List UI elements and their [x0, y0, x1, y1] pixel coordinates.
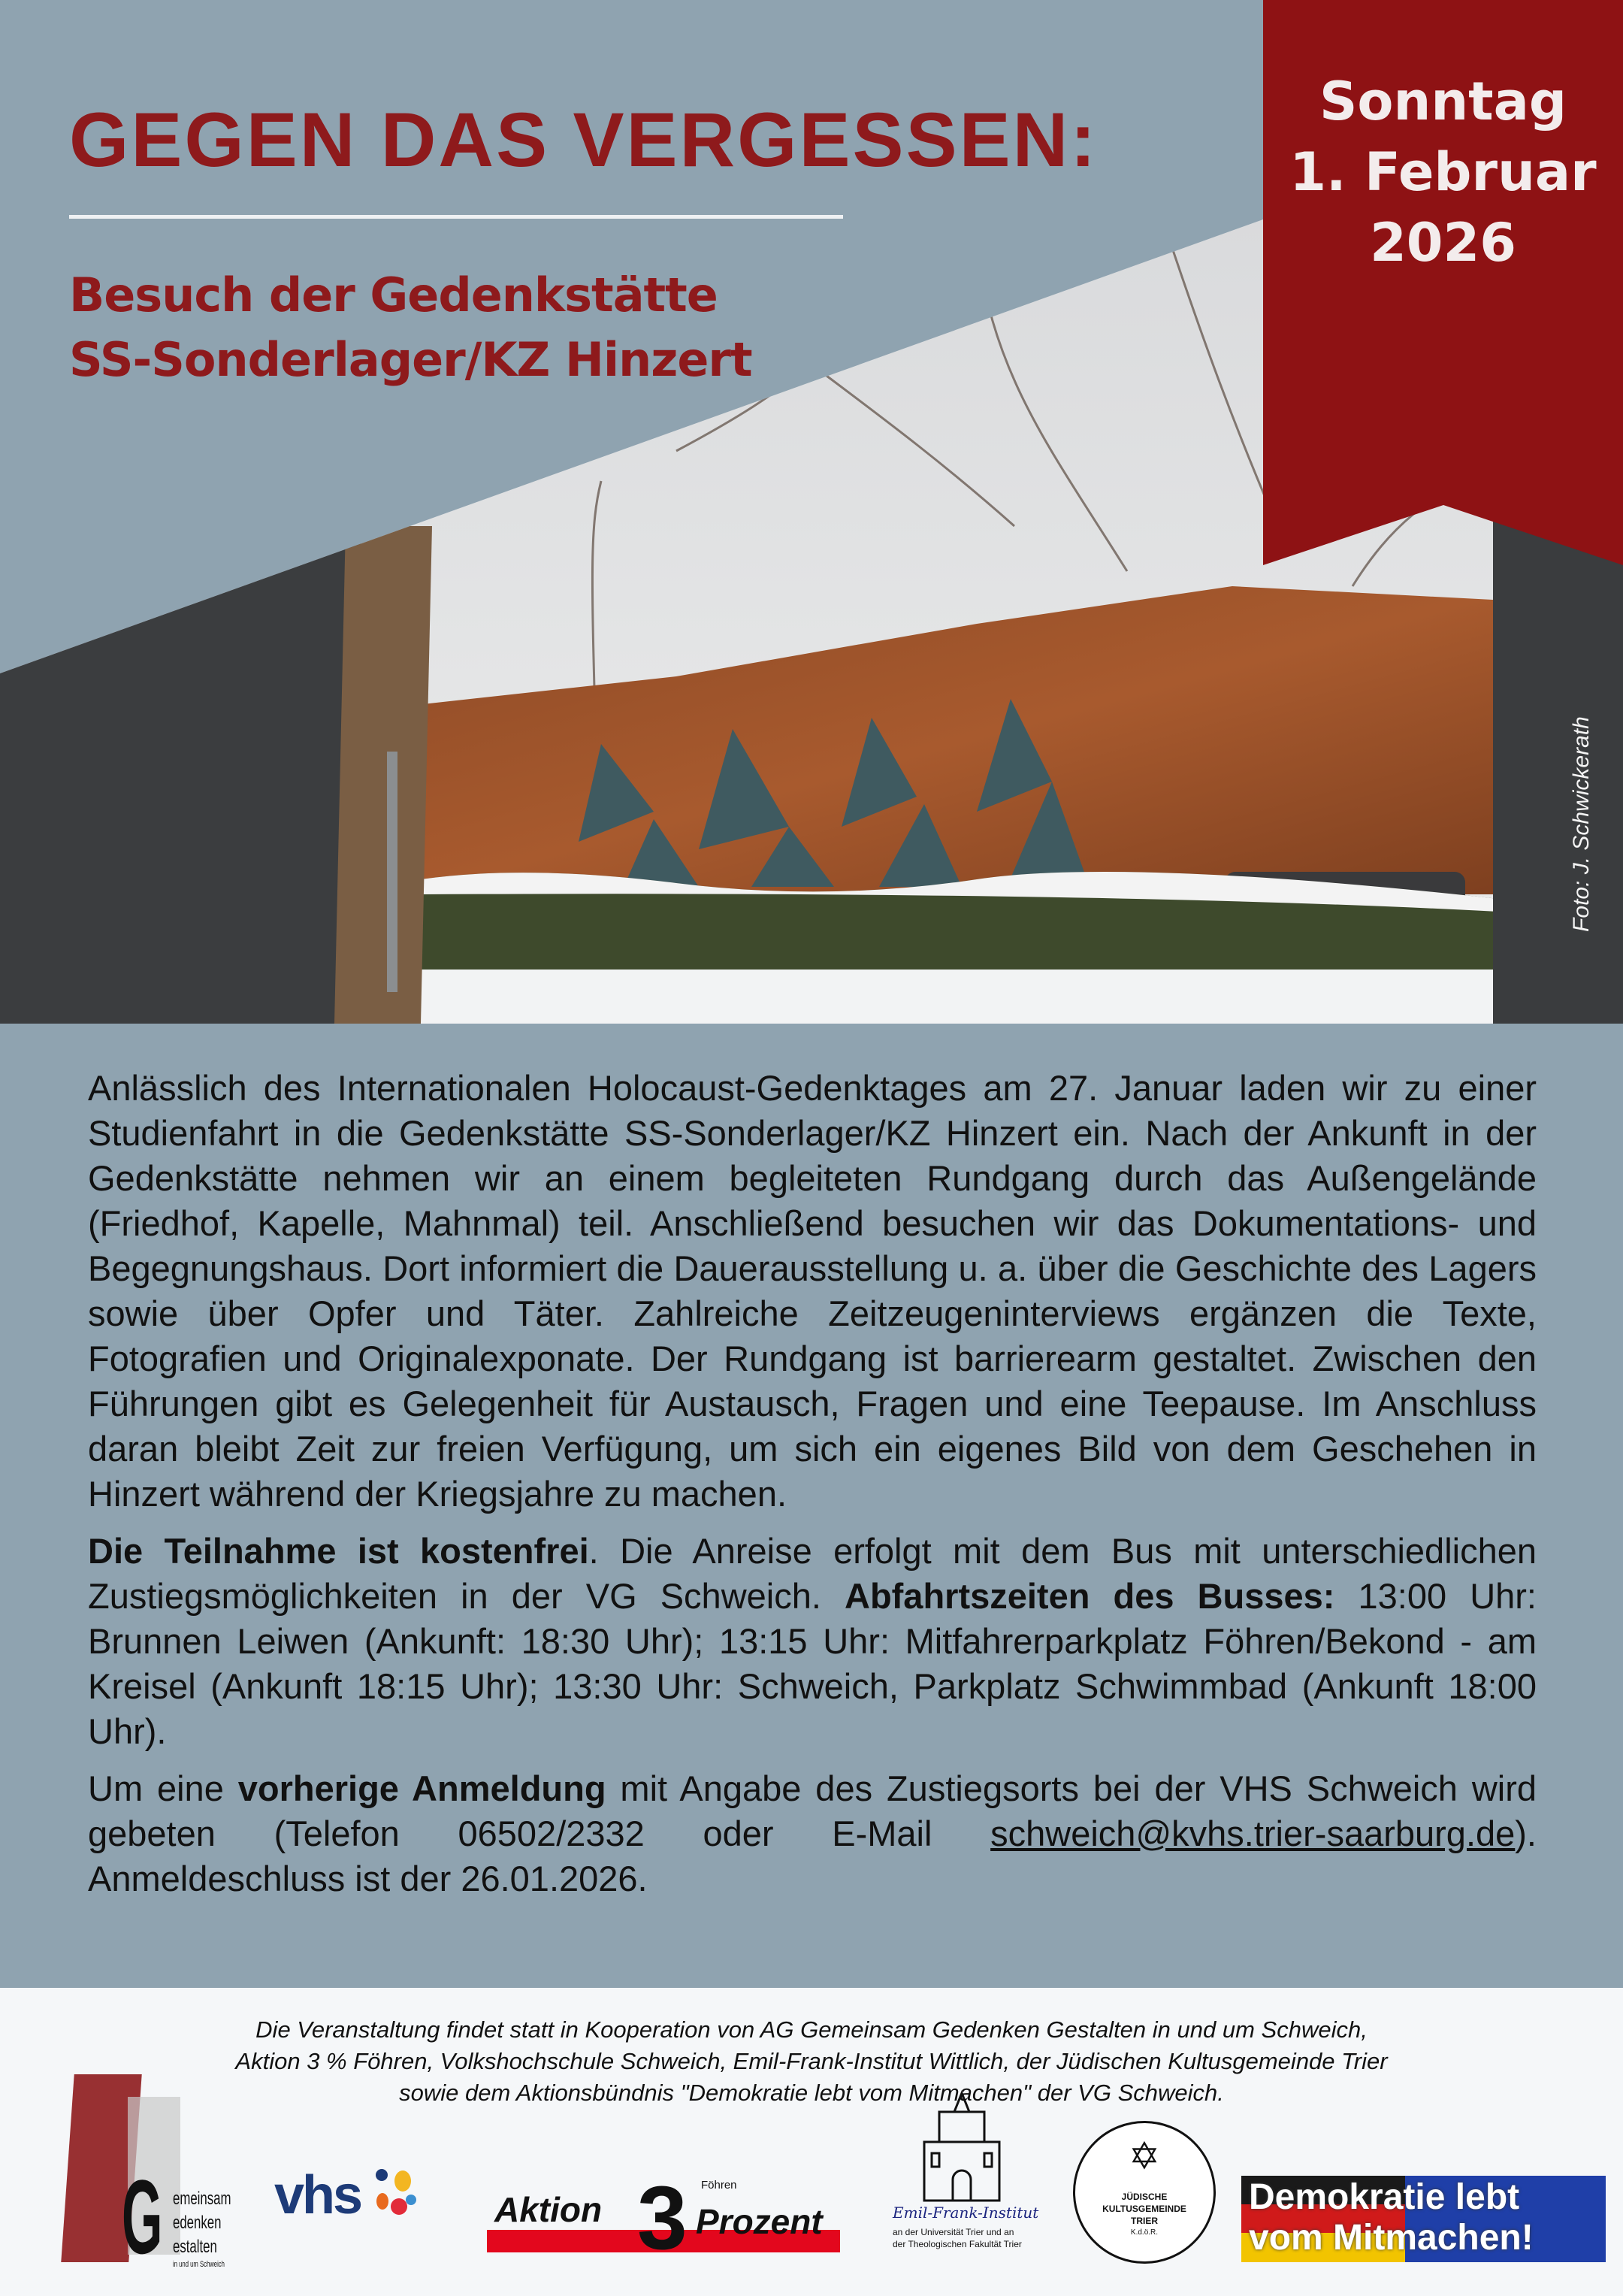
paragraph-intro: Anlässlich des Internationalen Holocaust-Gedenktages am 27. Januar laden wir zu einer Studienfahrt in die Gedenkstätte SS-Sonderlager/KZ Hinzert ein. Nach der Ankunft in der Gedenkstätte nehmen wir an einem begleiteten Rundgang durch das Außengelände (Friedhof, Kapelle, Mahnmal) teil. Anschließend besuchen wir das Dokumentations- und Begegnungshaus. Dort informiert die Dauerausstellung u. a. über die Geschichte des Lagers sowie über Opfer und Täter. Zahlreiche Zeitzeugeninterviews ergänzen die Texte, Fotografien und Originalexponate. Der Rundgang ist barrierearm gestaltet. Zwischen den Führungen gibt es Gelegenheit für Austausch, Fragen und eine Teepause. Im Anschluss daran bleibt Zeit zur freien Verfügung, um sich ein eigenes Bild von dem Geschehen in Hinzert während der Kriegsjahre zu machen.: [88, 1068, 1537, 1514]
coop-line-1: Die Veranstaltung findet statt in Kooperation von AG Gemeinsam Gedenken Gestalten in und um Schweich,: [255, 2016, 1368, 2043]
efi-name: Emil-Frank-Institut: [893, 2204, 1039, 2222]
date-day-month: 1. Februar: [1289, 141, 1597, 203]
coop-line-2: Aktion 3 % Föhren, Volkshochschule Schweich, Emil-Frank-Institut Wittlich, der Jüdischen Kultusgemeinde Trier: [235, 2048, 1388, 2074]
title-divider: [69, 215, 843, 219]
aktion-foehren: Föhren: [701, 2179, 737, 2192]
vhs-text: vhs: [274, 2165, 361, 2225]
coop-line-3: sowie dem Aktionsbündnis "Demokratie lebt vom Mitmachen" der VG Schweich.: [399, 2080, 1224, 2106]
photo-credit: Foto: J. Schwickerath: [1569, 716, 1594, 932]
demo-line-1: Demokratie lebt: [1249, 2177, 1520, 2217]
logo-aktion-3-prozent: [487, 2167, 878, 2268]
jkg-line-2: KULTUSGEMEINDE: [1102, 2204, 1186, 2214]
date-year: 2026: [1370, 212, 1516, 274]
aktion-word: Aktion: [494, 2190, 603, 2229]
logo-demokratie-lebt: [1241, 2176, 1606, 2262]
event-date: [1263, 66, 1623, 278]
cooperation-text: [75, 2014, 1548, 2109]
star-of-david-icon: ✡: [1129, 2135, 1160, 2177]
jkg-line-4: K.d.ö.R.: [1130, 2228, 1159, 2237]
ggg-line-3: estalten: [173, 2237, 217, 2257]
efi-sub-1: an der Universität Trier und an: [893, 2227, 1014, 2237]
free-participation: Die Teilnahme ist kostenfrei: [88, 1531, 589, 1571]
building-icon: [887, 2089, 1037, 2202]
reg-text-2: mit Angabe des Zustiegsorts bei der VHS Schweich wird gebeten (Telefon 06502/2332 oder E-Mail: [88, 1768, 1537, 1853]
departure-times: 13:00 Uhr: Brunnen Leiwen (Ankunft: 18:30 Uhr); 13:15 Uhr: Mitfahrerparkplatz Föhren/Bekond - am Kreisel (Ankunft 18:15 Uhr); 13:30 Uhr: Schweich, Parkplatz Schwimmbad (Ankunft 18:00 Uhr).: [88, 1576, 1537, 1751]
page-title: GEGEN DAS VERGESSEN:: [69, 97, 1099, 183]
departure-times-label: Abfahrtszeiten des Busses:: [845, 1576, 1335, 1616]
page-subtitle: [69, 263, 752, 392]
ggg-big-letter: G: [122, 2158, 163, 2276]
email-link[interactable]: schweich@kvhs.trier-saarburg.de: [990, 1814, 1516, 1853]
body-text: [88, 1066, 1537, 1913]
ggg-line-1: emeinsam: [173, 2189, 231, 2209]
registration-label: vorherige Anmeldung: [237, 1768, 606, 1808]
logo-juedische-kultusgemeinde: [1073, 2121, 1216, 2264]
subtitle-line-1: Besuch der Gedenkstätte: [69, 268, 718, 322]
aktion-prozent: Prozent: [696, 2202, 823, 2241]
paragraph-registration: [88, 1766, 1537, 1901]
logo-emil-frank-institut: [887, 2089, 1052, 2270]
ggg-sub: in und um Schweich: [173, 2260, 225, 2269]
jkg-line-1: JÜDISCHE: [1121, 2192, 1168, 2202]
ggg-line-2: edenken: [173, 2213, 222, 2233]
date-weekday: Sonntag: [1319, 71, 1567, 132]
jkg-line-3: TRIER: [1131, 2216, 1158, 2226]
subtitle-line-2: SS-Sonderlager/KZ Hinzert: [69, 332, 752, 387]
demo-line-2: vom Mitmachen!: [1249, 2218, 1534, 2258]
reg-deadline: ). Anmeldeschluss ist der 26.01.2026.: [88, 1814, 1537, 1898]
aktion-number: 3: [637, 2167, 688, 2268]
travel-text: . Die Anreise erfolgt mit dem Bus mit unterschiedlichen Zustiegsmöglichkeiten in der VG Schweich.: [88, 1531, 1537, 1616]
paragraph-travel: [88, 1529, 1537, 1754]
efi-sub-2: der Theologischen Fakultät Trier: [893, 2239, 1022, 2249]
reg-text-1: Um eine: [88, 1768, 238, 1808]
logo-vhs: [274, 2164, 440, 2232]
logo-gemeinsam-gedenken-gestalten: [53, 2074, 263, 2276]
